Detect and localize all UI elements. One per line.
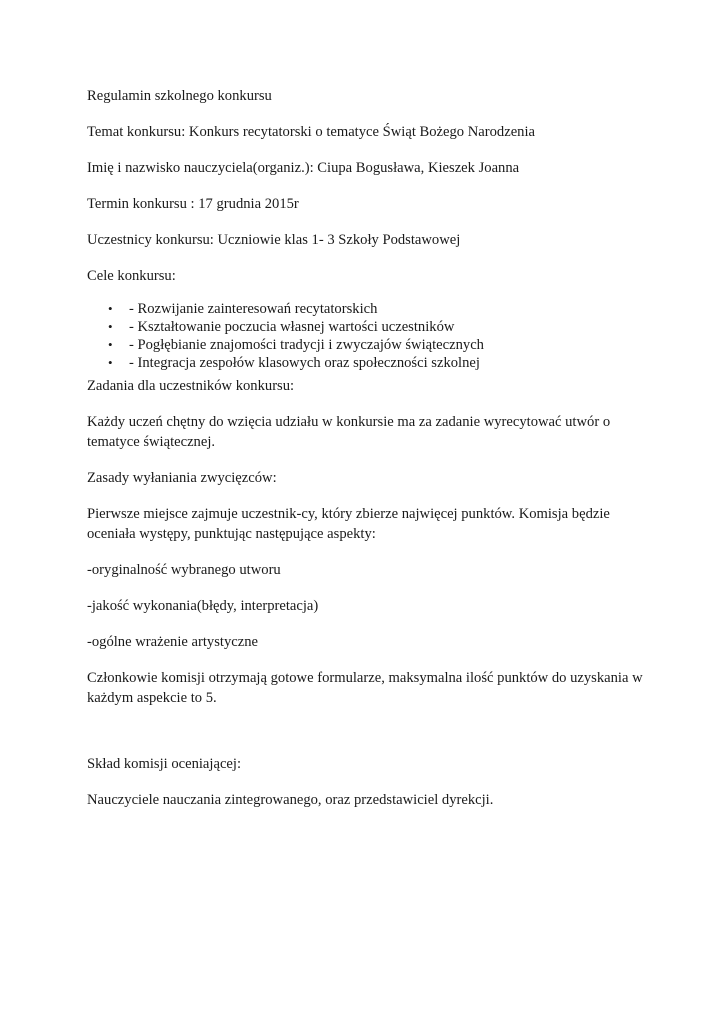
bullet-icon: • — [108, 337, 113, 352]
aspect-item: -ogólne wrażenie artystyczne — [87, 634, 258, 650]
goal-text: - Rozwijanie zainteresowań recytatorskich — [129, 301, 378, 317]
bullet-icon: • — [108, 355, 113, 370]
document-page — [87, 86, 647, 810]
bullet-icon: • — [108, 319, 113, 334]
contest-topic: Temat konkursu: Konkurs recytatorski o tematyce Świąt Bożego Narodzenia — [87, 124, 536, 140]
list-item — [87, 354, 647, 372]
organizers-line: Imię i nazwisko nauczyciela(organiz.): Ciupa Bogusława, Kieszek Joanna — [87, 160, 520, 176]
goal-text: - Pogłębianie znajomości tradycji i zwyczajów świątecznych — [129, 337, 484, 353]
participants-line: Uczestnicy konkursu: Uczniowie klas 1- 3 Szkoły Podstawowej — [87, 232, 461, 248]
bullet-icon: • — [108, 301, 113, 316]
list-item — [87, 318, 647, 336]
goals-heading: Cele konkursu: — [87, 268, 176, 284]
aspect-item: -oryginalność wybranego utworu — [87, 562, 281, 578]
list-item — [87, 336, 647, 354]
aspect-item: -jakość wykonania(błędy, interpretacja) — [87, 598, 319, 614]
list-item — [87, 300, 647, 318]
contest-date: Termin konkursu : 17 grudnia 2015r — [87, 196, 299, 212]
goals-list — [87, 300, 647, 372]
tasks-heading: Zadania dla uczestników konkursu: — [87, 378, 295, 394]
goal-text: - Kształtowanie poczucia własnej wartości uczestników — [129, 319, 455, 335]
rules-heading: Zasady wyłaniania zwycięzców: — [87, 470, 277, 486]
committee-paragraph: Nauczyciele nauczania zintegrowanego, oraz przedstawiciel dyrekcji. — [87, 792, 494, 808]
document-title: Regulamin szkolnego konkursu — [87, 88, 272, 104]
goal-text: - Integracja zespołów klasowych oraz społeczności szkolnej — [129, 355, 480, 371]
committee-heading: Skład komisji oceniającej: — [87, 756, 242, 772]
tasks-paragraph: Każdy uczeń chętny do wzięcia udziału w konkursie ma za zadanie wyrecytować utwór o tematyce świątecznej. — [87, 414, 611, 450]
rules-paragraph: Pierwsze miejsce zajmuje uczestnik-cy, który zbierze najwięcej punktów. Komisja będzie oceniała występy, punktując następujące aspekty: — [87, 506, 610, 542]
scoring-paragraph: Członkowie komisji otrzymają gotowe formularze, maksymalna ilość punktów do uzyskania w każdym aspekcie to 5. — [87, 670, 643, 706]
